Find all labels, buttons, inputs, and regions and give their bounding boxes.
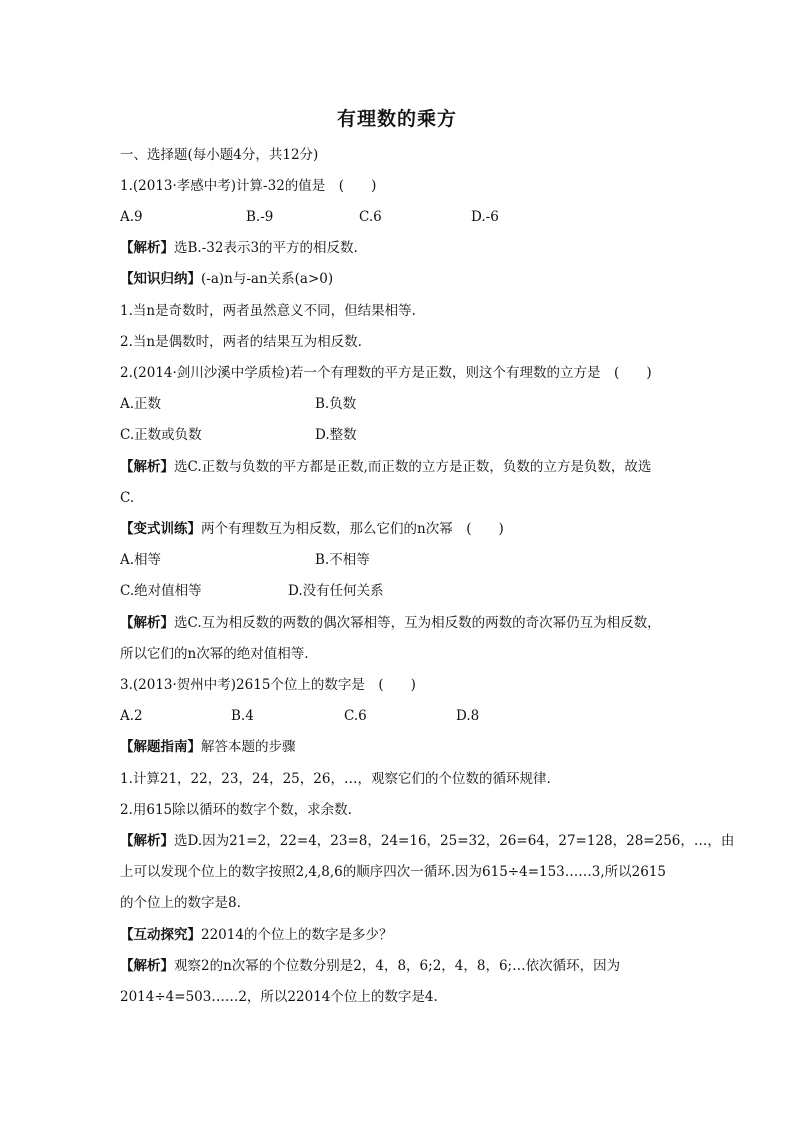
analysis-tag: 【解析】 xyxy=(120,958,174,974)
q1-analysis xyxy=(120,239,358,257)
analysis-text: 选D.因为21=2，22=4，23=8，24=16，25=32，26=64，27=128，28=256，…，由 xyxy=(174,833,735,849)
variant-option-d: D.没有任何关系 xyxy=(288,583,384,599)
page-title: 有理数的乘方 xyxy=(336,108,457,130)
analysis-text: 选B.-32表示3的平方的相反数. xyxy=(174,240,358,256)
q2-option-b: B.负数 xyxy=(315,396,357,412)
q2-option-c: C.正数或负数 xyxy=(120,427,202,443)
q3-guide xyxy=(120,738,296,756)
q1-stem: 1.(2013·孝感中考)计算-32的值是 ( ) xyxy=(120,178,377,194)
knowledge-text: (-a)n与-an关系(a>0) xyxy=(201,271,334,287)
variant-tag: 【变式训练】 xyxy=(120,521,201,537)
q3-step-2: 2.用615除以循环的数字个数，求余数. xyxy=(120,802,352,818)
q3-stem: 3.(2013·贺州中考)2615个位上的数字是 ( ) xyxy=(120,677,416,693)
guide-tag: 【解题指南】 xyxy=(120,739,201,755)
variant-analysis-line-1 xyxy=(120,614,661,632)
q3-option-d: D.8 xyxy=(456,708,480,724)
analysis-tag: 【解析】 xyxy=(120,615,174,631)
q2-analysis-line-2: C. xyxy=(120,490,135,506)
analysis-tag: 【解析】 xyxy=(120,459,174,475)
analysis-text: 观察2的n次幂的个位数分别是2，4，8，6;2，4，8，6;…依次循环，因为 xyxy=(174,958,621,974)
explore-question xyxy=(120,926,392,944)
q3-analysis-line-1 xyxy=(120,832,734,850)
variant-stem xyxy=(120,520,504,538)
analysis-tag: 【解析】 xyxy=(120,240,174,256)
analysis-text: 选C.互为相反数的两数的偶次幂相等，互为相反数的两数的奇次幂仍互为相反数， xyxy=(174,615,661,631)
variant-option-c: C.绝对值相等 xyxy=(120,583,202,599)
knowledge-tag: 【知识归纳】 xyxy=(120,271,201,287)
variant-analysis-line-2: 所以它们的n次幂的绝对值相等. xyxy=(120,646,309,662)
q2-option-a: A.正数 xyxy=(120,396,162,412)
q3-option-b: B.4 xyxy=(231,708,254,724)
variant-option-b: B.不相等 xyxy=(315,552,370,568)
q1-option-c: C.6 xyxy=(359,209,382,225)
explore-text: 22014的个位上的数字是多少？ xyxy=(201,927,393,943)
q3-analysis-line-2: 上可以发现个位上的数字按照2,4,8,6的顺序四次一循环.因为615÷4=153……3,所以2615 xyxy=(120,864,667,880)
q1-option-a: A.9 xyxy=(120,209,143,225)
q1-point-2: 2.当n是偶数时，两者的结果互为相反数. xyxy=(120,334,362,350)
analysis-text: 选C.正数与负数的平方都是正数,而正数的立方是正数，负数的立方是负数，故选 xyxy=(174,459,652,475)
variant-text: 两个有理数互为相反数，那么它们的n次幂 ( ) xyxy=(201,521,504,537)
q1-knowledge xyxy=(120,270,333,288)
q2-analysis-line-1 xyxy=(120,458,651,476)
q3-step-1: 1.计算21，22，23，24，25，26，…，观察它们的个位数的循环规律. xyxy=(120,771,551,787)
variant-option-a: A.相等 xyxy=(120,552,162,568)
q3-option-a: A.2 xyxy=(120,708,143,724)
q1-option-b: B.-9 xyxy=(246,209,274,225)
q3-option-c: C.6 xyxy=(344,708,367,724)
analysis-tag: 【解析】 xyxy=(120,833,174,849)
q1-option-d: D.-6 xyxy=(471,209,499,225)
q2-option-d: D.整数 xyxy=(315,427,357,443)
explore-analysis-line-2: 2014÷4=503……2，所以22014个位上的数字是4. xyxy=(120,989,438,1005)
q3-analysis-line-3: 的个位上的数字是8. xyxy=(120,895,241,911)
section-heading: 一、选择题(每小题4分，共12分) xyxy=(120,147,319,163)
explore-tag: 【互动探究】 xyxy=(120,927,201,943)
q2-stem: 2.(2014·剑川沙溪中学质检)若一个有理数的平方是正数，则这个有理数的立方是 ( ) xyxy=(120,365,652,381)
explore-analysis-line-1 xyxy=(120,957,620,975)
q1-point-1: 1.当n是奇数时，两者虽然意义不同，但结果相等. xyxy=(120,303,416,319)
guide-text: 解答本题的步骤 xyxy=(201,739,296,755)
